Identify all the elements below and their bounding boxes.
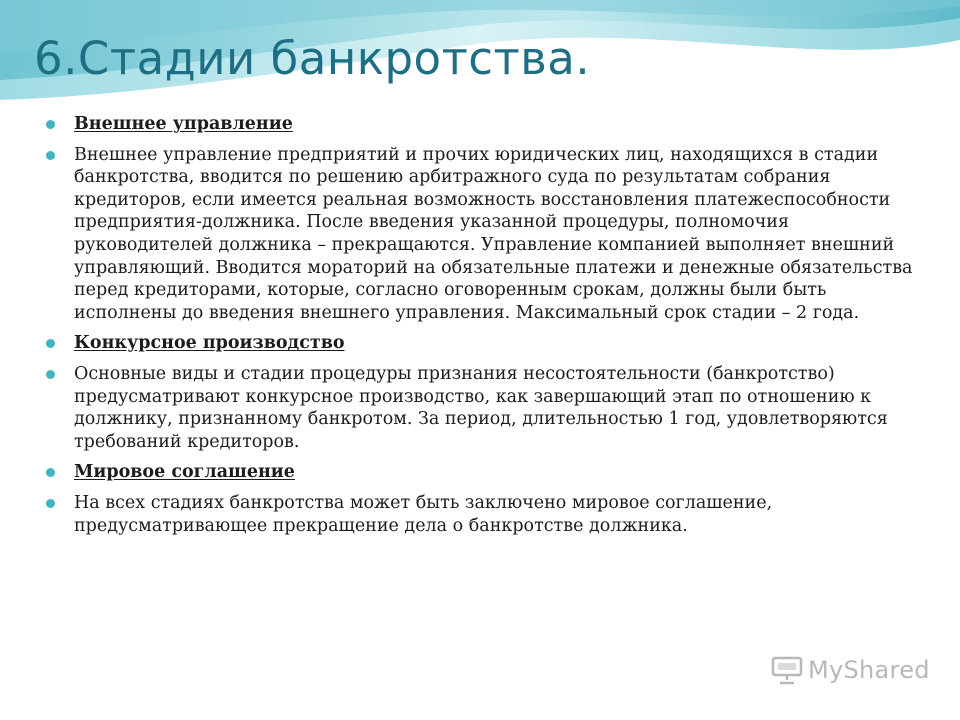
watermark-text: MyShared (808, 656, 930, 684)
list-item (44, 363, 924, 453)
paragraph-settlement-agreement: На всех стадиях банкротства может быть заключено мировое соглашение, предусматривающее прекращение дела о банкротстве должника. (74, 492, 773, 536)
watermark-logo (770, 655, 930, 685)
list-item (44, 461, 924, 484)
bullet-dot-icon (46, 339, 55, 348)
presentation-board-icon (770, 655, 804, 685)
slide-title: 6.Стадии банкротства. (34, 32, 591, 85)
bullet-dot-icon (46, 120, 55, 129)
section-heading-settlement-agreement: Мировое соглашение (74, 462, 295, 483)
bullet-dot-icon (46, 499, 55, 508)
paragraph-external-management: Внешнее управление предприятий и прочих юридических лиц, находящихся в стадии банкротства, вводится по решению арбитражного суда по результатам собрания кредиторов, если имеется реальная возможность восстановления платежеспособности предприятия-должника. После введения указанной процедуры, полномочия руководителей должника – прекращаются. Управление компанией выполняет внешний управляющий. Вводится мораторий на обязательные платежи и денежные обязательства перед кредиторами, которые, согласно оговоренным срокам, должны были быть исполнены до введения внешнего управления. Максимальный срок стадии – 2 года. (74, 144, 913, 323)
bullet-dot-icon (46, 370, 55, 379)
bullet-list (44, 113, 924, 545)
bullet-dot-icon (46, 151, 55, 160)
section-heading-external-management: Внешнее управление (74, 114, 293, 134)
section-heading-bankruptcy-proceedings: Конкурсное производство (74, 333, 345, 354)
list-item (44, 332, 924, 355)
list-item (44, 492, 924, 537)
bullet-dot-icon (46, 468, 55, 477)
paragraph-bankruptcy-proceedings: Основные виды и стадии процедуры признания несостоятельности (банкротство) предусматривают конкурсное производство, как завершающий этап по отношению к должнику, признанному банкротом. За период, длительностью 1 год, удовлетворяются требований кредиторов. (74, 363, 888, 452)
list-item (44, 113, 924, 136)
list-item (44, 144, 924, 325)
